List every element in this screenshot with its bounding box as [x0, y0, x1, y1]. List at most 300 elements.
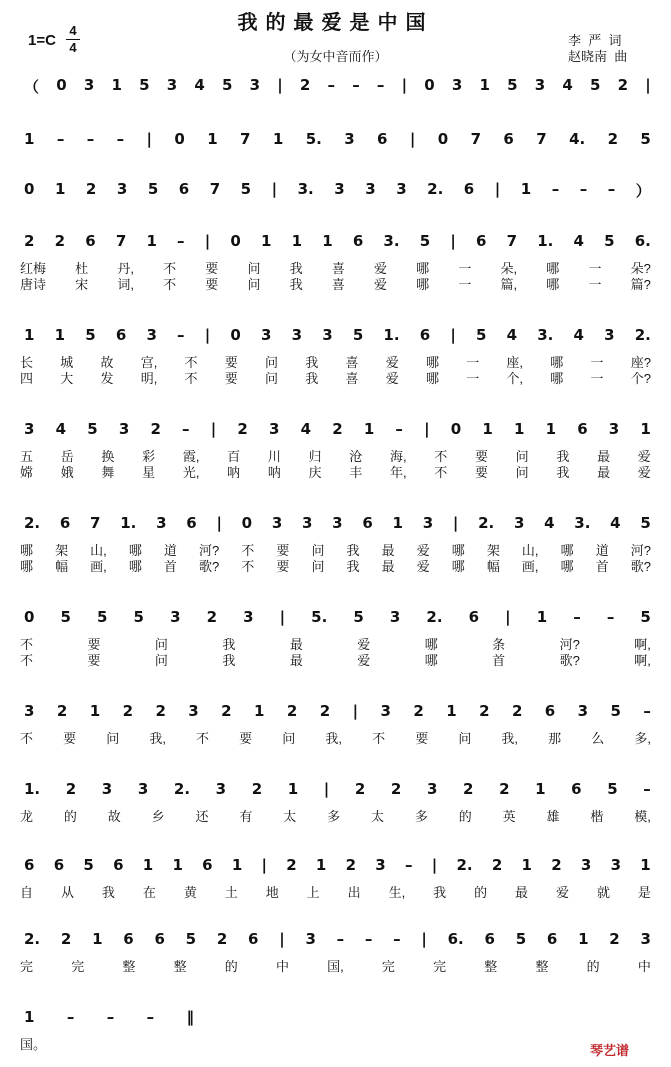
lyric-word: 不: [163, 261, 177, 276]
note: 1: [142, 856, 154, 874]
lyric-line: [20, 650, 651, 669]
note: 2: [85, 180, 97, 198]
note: 3: [396, 180, 407, 198]
barline: |: [204, 326, 211, 344]
lyric-word: 我,: [501, 731, 519, 746]
lyric-word: 中: [275, 959, 289, 974]
notation-line: [24, 1008, 194, 1028]
lyric-word: 问: [515, 449, 529, 464]
note: 1: [446, 702, 457, 720]
barline: |: [277, 76, 283, 94]
barline: |: [450, 326, 456, 344]
note: 6: [463, 180, 475, 198]
note: 2: [56, 702, 68, 720]
lyric-word: 星: [142, 465, 156, 480]
lyric-word: 不: [372, 731, 386, 746]
note: 1.: [537, 232, 554, 250]
note: 3: [118, 420, 130, 438]
lyric-word: 我,: [325, 731, 342, 746]
lyric-word: 完: [20, 959, 34, 974]
note: 3: [580, 856, 592, 874]
note: 1: [392, 514, 403, 532]
lyric-word: 发: [100, 371, 114, 386]
note: 0: [174, 130, 185, 148]
note: 6: [24, 856, 35, 874]
lyric-word: 光,: [182, 465, 200, 480]
note: 1: [89, 702, 101, 720]
note: 2.: [173, 780, 191, 798]
lyric-word: 一: [590, 355, 604, 370]
note: 6: [115, 326, 127, 344]
note: 2: [413, 702, 424, 720]
note: 3: [166, 76, 178, 94]
note: 2: [345, 856, 357, 874]
lyric-word: 词,: [117, 277, 134, 292]
lyric-word: 我: [346, 559, 360, 574]
note: 0: [230, 232, 241, 250]
lyric-word: 要: [205, 277, 219, 292]
lyric-word: 歌?: [559, 653, 580, 668]
note: 3: [146, 326, 157, 344]
note: 4: [506, 326, 518, 344]
note: 5: [607, 780, 618, 798]
note: 2: [286, 702, 298, 720]
lyric-word: 要: [276, 559, 290, 574]
note: 3: [322, 326, 333, 344]
note: ）: [635, 182, 651, 200]
note: –: [116, 130, 125, 148]
lyric-word: 呐: [267, 465, 281, 480]
lyric-word: 完: [381, 959, 395, 974]
notation-line: [24, 180, 651, 200]
note: 3: [291, 326, 303, 344]
note: 5: [185, 930, 197, 948]
lyric-word: 问: [247, 277, 261, 292]
note: 1: [513, 420, 525, 438]
note: 3: [426, 780, 438, 798]
lyric-word: 爱: [357, 637, 371, 652]
lyric-word: 就: [596, 885, 610, 900]
lyric-word: 百: [227, 449, 241, 464]
note: 3: [83, 76, 95, 94]
lyric-word: 哪: [424, 653, 438, 668]
note: 3: [577, 702, 589, 720]
lyric-line: [20, 368, 651, 387]
note: 1.: [383, 326, 400, 344]
note: 2: [216, 930, 228, 948]
lyric-word: 最: [289, 653, 303, 668]
note: 1.: [120, 514, 137, 532]
note: 2: [24, 232, 35, 250]
lyric-word: 问: [311, 543, 325, 558]
barline: |: [645, 76, 651, 94]
time-signature-bottom: 4: [69, 40, 77, 55]
lyric-word: 最: [597, 465, 611, 480]
note: –: [393, 930, 401, 948]
note: 4.: [569, 130, 586, 148]
lyric-word: 问: [265, 355, 279, 370]
note: 0: [437, 130, 449, 148]
note: 6: [577, 420, 588, 438]
note: 7: [536, 130, 547, 148]
note: 0: [450, 420, 462, 438]
lyric-word: 大: [60, 371, 74, 386]
lyric-word: 整: [122, 959, 136, 974]
note: 2: [354, 780, 366, 798]
lyric-word: 我,: [149, 731, 166, 746]
lyric-word: 河?: [559, 637, 580, 652]
note: 3: [640, 930, 651, 948]
note: 1: [520, 180, 532, 198]
barline: |: [210, 420, 217, 438]
note: 1: [287, 780, 299, 798]
note: 5: [87, 420, 98, 438]
note: 6: [85, 232, 96, 250]
note: 2.: [24, 930, 41, 948]
note: –: [66, 1008, 75, 1026]
note: 6: [476, 232, 487, 250]
lyric-word: 不: [20, 637, 34, 652]
lyric-word: 不: [184, 371, 198, 386]
lyric-word: 条: [492, 637, 506, 652]
note: 0: [424, 76, 435, 94]
lyric-word: 一: [466, 355, 480, 370]
lyric-word: 完: [71, 959, 85, 974]
note: 2: [221, 702, 232, 720]
note: –: [404, 856, 413, 874]
lyric-word: 英: [502, 809, 516, 824]
lyric-word: 的: [474, 885, 488, 900]
note: 5: [640, 130, 651, 148]
note: 5: [476, 326, 487, 344]
note: 0: [24, 180, 35, 198]
lyric-word: 要: [474, 449, 488, 464]
lyric-word: 啊,: [634, 637, 651, 652]
barline: |: [494, 180, 501, 198]
lyric-word: 个?: [630, 371, 651, 386]
lyric-word: 我: [101, 885, 115, 900]
note: 3: [170, 608, 181, 626]
lyric-word: 一: [590, 371, 604, 386]
note: 7: [470, 130, 482, 148]
lyric-word: 喜: [331, 261, 345, 276]
lyric-word: 我: [222, 637, 236, 652]
note: 5: [133, 608, 144, 626]
subtitle: （为女中音而作）: [283, 49, 388, 64]
note: 0: [241, 514, 253, 532]
lyric-word: 我: [346, 543, 360, 558]
barline: |: [431, 856, 438, 874]
barline: |: [505, 608, 511, 626]
lyric-word: 岳: [60, 449, 74, 464]
lyric-word: 那: [548, 731, 562, 746]
note: 2: [609, 930, 620, 948]
lyric-word: 自: [20, 885, 34, 900]
lyric-word: 问: [282, 731, 296, 746]
note: 6: [59, 514, 71, 532]
note: –: [177, 232, 185, 250]
note: 2: [511, 702, 523, 720]
lyric-word: 的: [586, 959, 600, 974]
note: 3.: [297, 180, 314, 198]
note: 5: [419, 232, 431, 250]
note: 3: [271, 514, 283, 532]
note: 7: [240, 130, 251, 148]
lyric-word: 最: [381, 543, 395, 558]
lyric-word: 朵?: [630, 261, 651, 276]
note: –: [607, 180, 616, 198]
note: 2: [122, 702, 134, 720]
note: 2: [286, 856, 297, 874]
note: 1: [92, 930, 103, 948]
lyric-word: 我: [556, 465, 570, 480]
lyric-word: 川: [267, 449, 281, 464]
note: 5: [97, 608, 108, 626]
lyric-word: 哪: [416, 277, 430, 292]
lyric-word: 丹,: [117, 261, 134, 276]
barline: |: [450, 232, 456, 250]
lyric-word: 我: [222, 653, 236, 668]
lyric-word: 爱: [357, 653, 371, 668]
lyric-word: 彩: [142, 449, 156, 464]
note: 2: [390, 780, 402, 798]
lyric-word: 乡: [151, 809, 165, 824]
lyric-word: 要: [87, 653, 101, 668]
note: 1.: [24, 780, 41, 798]
note: 1: [315, 856, 327, 874]
barline: |: [352, 702, 359, 720]
note: 6: [248, 930, 259, 948]
lyric-word: 哪: [416, 261, 430, 276]
lyric-word: 道: [595, 543, 609, 558]
note: 5: [83, 856, 94, 874]
note: 3: [534, 76, 546, 94]
lyric-word: 嫦: [20, 465, 34, 480]
note: 1: [24, 326, 35, 344]
lyric-word: 整: [535, 959, 549, 974]
note: 2: [206, 608, 218, 626]
lyric-word: 问: [311, 559, 325, 574]
lyric-word: 国,: [327, 959, 344, 974]
lyric-word: 故: [100, 355, 114, 370]
lyric-word: 一: [588, 261, 602, 276]
lyric-word: 出: [347, 885, 361, 900]
note: 2: [463, 780, 474, 798]
lyric-word: 不: [184, 355, 198, 370]
lyric-word: 喜: [345, 355, 359, 370]
note: 1: [54, 180, 66, 198]
lyric-word: 哪: [128, 543, 142, 558]
lyric-word: 要: [276, 543, 290, 558]
lyric-word: 哪: [128, 559, 142, 574]
barline: |: [261, 856, 267, 874]
note: 3: [344, 130, 355, 148]
lyric-word: 楷: [590, 809, 604, 824]
note: –: [376, 76, 385, 94]
lyric-word: 有: [239, 809, 253, 824]
note: 0: [230, 326, 241, 344]
note: 2: [237, 420, 248, 438]
lyric-word: 要: [239, 731, 253, 746]
lyric-word: 最: [597, 449, 611, 464]
barline: |: [279, 608, 286, 626]
lyric-word: 我: [433, 885, 447, 900]
note: –: [579, 180, 588, 198]
lyric-word: 哪: [451, 543, 465, 558]
note: 2.: [426, 608, 443, 626]
note: 7: [506, 232, 518, 250]
notation-line: [24, 76, 651, 96]
lyric-word: 整: [173, 959, 187, 974]
song-title: 我的最爱是中国: [237, 12, 434, 34]
lyric-word: 喜: [331, 277, 345, 292]
barline: |: [216, 514, 222, 532]
lyric-word: 哪: [560, 559, 574, 574]
lyric-word: 最: [515, 885, 529, 900]
note: 1: [254, 702, 265, 720]
note: 5: [604, 232, 615, 250]
lyric-word: 问: [106, 731, 120, 746]
note: 1: [291, 232, 303, 250]
lyric-word: 要: [63, 731, 77, 746]
composer-credit: 赵晓南 曲: [568, 49, 628, 64]
lyric-word: 问: [154, 653, 168, 668]
lyric-word: 杜: [75, 261, 89, 276]
lyric-line: [20, 806, 651, 825]
lyric-word: 哪: [20, 559, 34, 574]
lyric-word: 多: [414, 809, 428, 824]
lyric-word: 宫,: [140, 355, 158, 370]
lyric-word: 整: [484, 959, 498, 974]
lyric-word: 唐诗: [20, 277, 47, 292]
note: 4: [55, 420, 67, 438]
lyric-word: 不: [163, 277, 177, 292]
lyric-word: 问: [458, 731, 472, 746]
lyric-word: 爱: [556, 885, 570, 900]
notation-line: [24, 702, 651, 722]
lyric-word: 我: [289, 261, 303, 276]
barline: |: [146, 130, 152, 148]
note: –: [336, 930, 345, 948]
lyric-word: 喜: [345, 371, 359, 386]
note: 1: [146, 232, 157, 250]
lyric-line: [20, 956, 651, 975]
lyric-word: 不: [241, 543, 255, 558]
lyric-word: 画,: [90, 559, 107, 574]
note: –: [86, 130, 95, 148]
note: 6: [123, 930, 134, 948]
lyric-word: 问: [515, 465, 529, 480]
note: 3: [249, 76, 261, 94]
note: –: [606, 608, 615, 626]
note: 4: [573, 232, 584, 250]
note: 5: [60, 608, 71, 626]
lyric-word: 归: [308, 449, 322, 464]
lyric-word: 呐: [227, 465, 241, 480]
note: 5: [353, 608, 364, 626]
barline: |: [452, 514, 459, 532]
note: 6.: [447, 930, 464, 948]
barline: |: [204, 232, 211, 250]
note: 3: [389, 608, 401, 626]
lyric-word: 道: [163, 543, 177, 558]
lyric-word: 还: [195, 809, 209, 824]
note: 3: [116, 180, 128, 198]
lyric-word: 篇,: [500, 277, 518, 292]
lyric-word: 座?: [630, 355, 651, 370]
note: 3: [188, 702, 199, 720]
lyric-word: 哪: [546, 261, 560, 276]
note: 0: [24, 608, 35, 626]
lyric-word: 最: [381, 559, 395, 574]
lyric-word: 爱: [385, 355, 399, 370]
note: 5: [352, 326, 364, 344]
lyric-line: [20, 882, 651, 901]
note: 6: [53, 856, 65, 874]
note: 3: [24, 420, 35, 438]
note: 2: [551, 856, 562, 874]
note: 3: [268, 420, 280, 438]
notation-line: [24, 514, 651, 534]
lyric-word: 不: [196, 731, 210, 746]
lyric-word: 红梅: [20, 261, 47, 276]
note: 2.: [427, 180, 444, 198]
lyric-word: 爱: [637, 465, 651, 480]
note: 3: [604, 326, 615, 344]
note: 4: [562, 76, 573, 94]
note: 5: [139, 76, 150, 94]
barline: |: [271, 180, 278, 198]
lyric-word: 我: [305, 355, 319, 370]
lyric-word: 换: [101, 449, 115, 464]
notation-line: [24, 930, 651, 950]
barline: |: [424, 420, 430, 438]
notation-line: [24, 780, 651, 800]
note: 6: [503, 130, 514, 148]
note: 3: [365, 180, 376, 198]
note: –: [364, 930, 373, 948]
lyric-word: 首: [492, 653, 506, 668]
note: –: [327, 76, 335, 94]
note: 4: [610, 514, 621, 532]
note: 2: [491, 856, 503, 874]
lyric-word: 娥: [60, 465, 74, 480]
lyric-word: 一: [466, 371, 480, 386]
lyric-word: 的: [224, 959, 238, 974]
note: 6: [186, 514, 197, 532]
lyric-word: 要: [205, 261, 219, 276]
notation-line: [24, 608, 651, 628]
lyric-word: 不: [20, 731, 34, 746]
lyric-word: 个,: [506, 371, 524, 386]
note: 3: [243, 608, 254, 626]
lyric-word: 在: [142, 885, 156, 900]
note: 2: [617, 76, 629, 94]
lyric-line: [20, 556, 651, 575]
note: 6: [154, 930, 165, 948]
note: 5: [507, 76, 518, 94]
note: 3.: [537, 326, 554, 344]
lyric-word: 从: [60, 885, 74, 900]
note: 6: [419, 326, 431, 344]
lyric-word: 龙: [20, 809, 34, 824]
lyric-word: 五: [20, 449, 34, 464]
lyric-word: 画,: [521, 559, 539, 574]
barline: ‖: [186, 1008, 194, 1026]
note: 5: [221, 76, 233, 94]
lyric-line: [20, 462, 651, 481]
note: 2.: [634, 326, 651, 344]
